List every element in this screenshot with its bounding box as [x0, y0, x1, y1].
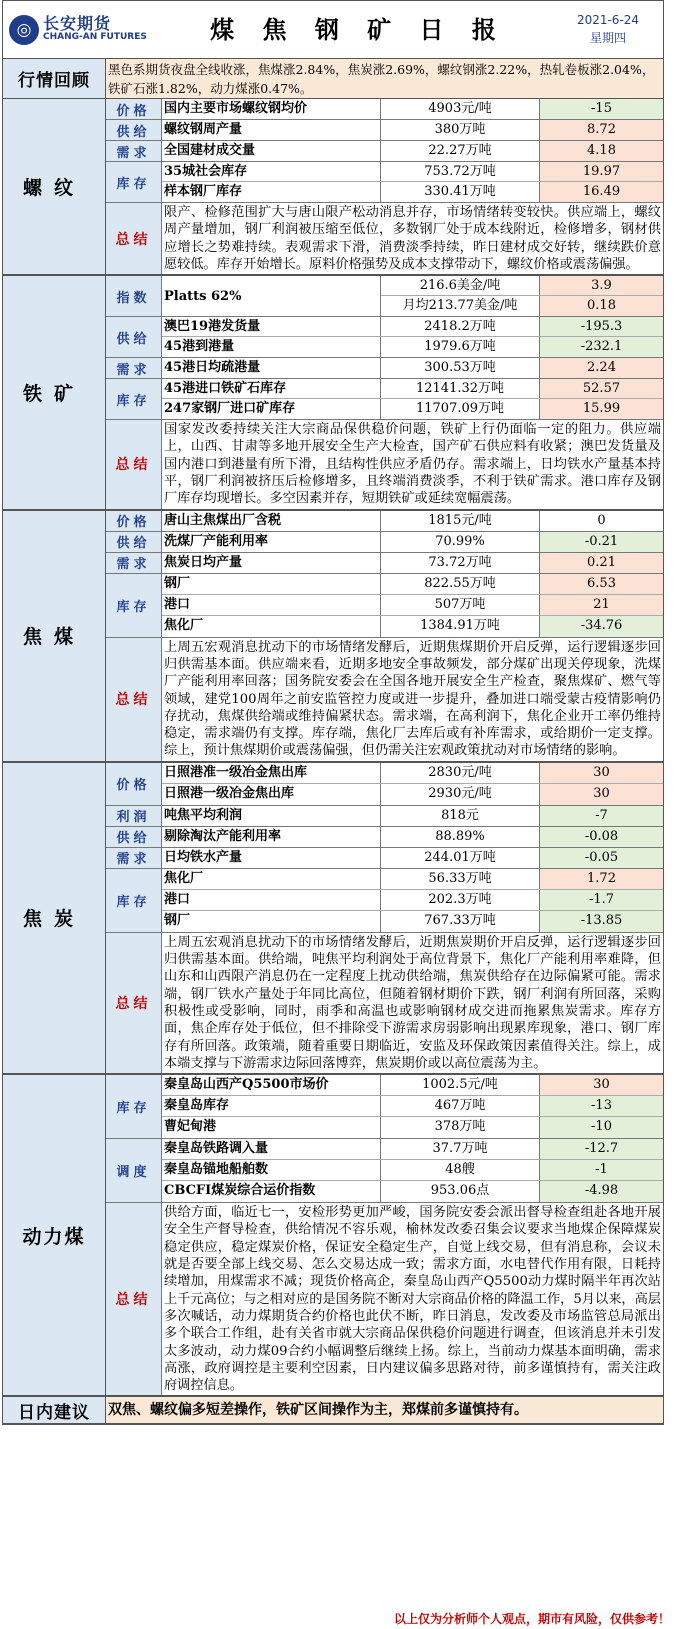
data-row	[162, 1160, 663, 1181]
row-value: 380万吨	[381, 120, 540, 140]
group-supply	[106, 317, 663, 358]
row-change: -10	[540, 1117, 663, 1138]
row-value: 37.7万吨	[381, 1139, 540, 1159]
row-change: 21	[540, 595, 663, 615]
row-name: 全国建材成交量	[162, 141, 381, 161]
group-stock	[106, 379, 663, 420]
row-change: -13.85	[540, 911, 663, 932]
report-date	[553, 1, 663, 58]
row-value: 2418.2万吨	[381, 317, 540, 336]
row-name: CBCFI煤炭综合运价指数	[162, 1181, 381, 1202]
data-row	[162, 532, 663, 552]
row-value: 1002.5元/吨	[381, 1075, 540, 1095]
market-review-text: 黑色系期货夜盘全线收涨，焦煤涨2.84%，焦炭涨2.69%，螺纹钢涨2.22%，热轧卷板涨2.04%，铁矿石涨1.82%，动力煤涨0.47%。	[106, 59, 663, 98]
date-text: 2021-6-24	[576, 13, 640, 27]
group-summary	[106, 933, 663, 1073]
row-name: 247家钢厂进口矿库存	[162, 399, 381, 419]
category-label: 价格	[106, 99, 162, 119]
row-name: 秦皇岛山西产Q5500市场价	[162, 1075, 381, 1095]
row-name: 钢厂	[162, 911, 381, 932]
section-coking-coal	[3, 511, 663, 763]
group-supply	[106, 827, 663, 848]
summary-text: 限产、检修范围扩大与唐山限产松动消息并存，市场情绪转变较快。供应端上，螺纹周产量增加，钢厂利润被压缩至低位，多数钢厂处于成本线附近，检修增多，钢材供应增长之势难持续。表观需求下滑，消费淡季持续，昨日建材成交好转，继续跌价意愿较低。库存开始增长。原料价格强势及成本支撑带动下，螺纹价格或震荡偏强。	[164, 205, 661, 272]
category-label: 供给	[106, 317, 162, 357]
row-change: -4.98	[540, 1181, 663, 1202]
platts-block	[162, 276, 663, 316]
group-summary	[106, 1203, 663, 1395]
row-value: 1979.6万吨	[381, 337, 540, 357]
row-change: -7	[540, 806, 663, 826]
category-label: 指数	[106, 276, 162, 316]
row-change: 30	[540, 1075, 663, 1095]
row-name: 唐山主焦煤出厂含税	[162, 511, 381, 531]
data-row	[162, 1181, 663, 1202]
category-label: 库存	[106, 379, 162, 419]
logo-name-cn: 长安期货	[43, 14, 112, 34]
company-logo	[3, 1, 163, 58]
row-name: 样本钢厂库存	[162, 182, 381, 202]
row-name: 45港日均疏港量	[162, 358, 381, 378]
data-row	[381, 276, 663, 296]
summary-text: 上周五宏观消息扰动下的市场情绪发酵后，近期焦煤期价开启反弹，运行逻辑逐步回归供需基本面。供应端来看，近期多地安全事故频发，部分煤矿出现关停现象，洗煤厂产能利用率回落；国务院安委会在全国各地开展安全生产检查，聚焦煤矿、燃气等领域，建党100周年之前安监管控力度或进一步提升，叠加进口端受蒙古疫情影响仍存扰动，焦煤供给端或维持偏紧状态。需求端，在高利润下，焦化企业开工率仍维持稳定，需求端仍有支撑。库存端，焦化厂去库后或有补库需求，或给期价一定支撑。综上，预计焦煤期价或震荡偏强，但仍需关注宏观政策扰动对市场情绪的影响。	[164, 639, 661, 759]
row-change: 30	[540, 763, 663, 783]
row-change: 6.53	[540, 574, 663, 594]
row-change: -195.3	[540, 317, 663, 336]
daily-report	[2, 0, 664, 1425]
row-value: 818元	[381, 806, 540, 826]
data-row	[162, 317, 663, 337]
section-thermal-coal	[3, 1075, 663, 1397]
group-stock	[106, 574, 663, 638]
row-name: 焦化厂	[162, 869, 381, 889]
category-label-summary: 总结	[106, 933, 162, 1073]
report-header	[3, 1, 663, 59]
row-name: Platts 62%	[162, 276, 381, 316]
data-row	[162, 399, 663, 419]
row-name: 45港到港量	[162, 337, 381, 357]
intraday-advice-text: 双焦、螺纹偏多短差操作，铁矿区间操作为主，郑煤前多谨慎持有。	[106, 1397, 663, 1423]
row-change: -12.7	[540, 1139, 663, 1159]
category-label-summary: 总结	[106, 420, 162, 508]
weekday-text: 星期四	[589, 31, 626, 45]
row-change: 1.72	[540, 869, 663, 889]
group-demand	[106, 553, 663, 574]
row-value: 12141.32万吨	[381, 379, 540, 398]
row-value: 48艘	[381, 1160, 540, 1180]
row-name: 35城社会库存	[162, 162, 381, 181]
summary-text: 国家发改委持续关注大宗商品保供稳价问题，铁矿上行仍面临一定的阻力。供应端上，山西、甘肃等多地开展安全生产大检查，国产矿石供应料有收紧；澳巴发货量及国内港口到港量有所下滑，且结构性供应矛盾仍存。需求端上，日均铁水产量基本持平，钢厂利润被挤压后检修增多，且终端消费淡季，不利于铁矿需求。港口库存及钢厂库存均现增长。多空因素并存，短期铁矿或延续宽幅震荡。	[164, 422, 661, 507]
section-label-coke: 焦炭	[3, 763, 106, 1073]
data-row	[162, 99, 663, 119]
row-change: 0.18	[540, 296, 663, 316]
category-label: 库存	[106, 574, 162, 637]
group-price	[106, 511, 663, 532]
group-index	[106, 276, 663, 317]
row-value: 378万吨	[381, 1117, 540, 1138]
row-value: 953.06点	[381, 1181, 540, 1202]
category-label: 需求	[106, 553, 162, 573]
row-change: 2.24	[540, 358, 663, 378]
row-name: 日照港准一级冶金焦出库	[162, 763, 381, 783]
data-row	[162, 848, 663, 868]
row-change: 0	[540, 511, 663, 531]
group-stock	[106, 1075, 663, 1139]
group-demand	[106, 141, 663, 162]
row-value: 822.55万吨	[381, 574, 540, 594]
row-change: 19.97	[540, 162, 663, 181]
category-label: 库存	[106, 869, 162, 932]
row-value: 753.72万吨	[381, 162, 540, 181]
row-value: 56.33万吨	[381, 869, 540, 889]
row-change: -0.08	[540, 827, 663, 847]
row-name: 剔除淘汰产能利用率	[162, 827, 381, 847]
row-change: 3.9	[540, 276, 663, 295]
row-name: 钢厂	[162, 574, 381, 594]
row-change: 0.21	[540, 553, 663, 573]
data-row	[162, 806, 663, 826]
data-row	[162, 869, 663, 890]
group-price	[106, 99, 663, 120]
data-row	[162, 358, 663, 378]
market-review	[3, 59, 663, 99]
row-name: 日均铁水产量	[162, 848, 381, 868]
category-label: 需求	[106, 358, 162, 378]
group-demand	[106, 848, 663, 869]
category-label: 需求	[106, 848, 162, 868]
data-row	[381, 296, 663, 316]
category-label: 库存	[106, 1075, 162, 1138]
row-name: 45港进口铁矿石库存	[162, 379, 381, 398]
group-supply	[106, 532, 663, 553]
data-row	[162, 1139, 663, 1160]
row-name: 秦皇岛库存	[162, 1096, 381, 1116]
summary-text: 上周五宏观消息扰动下的市场情绪发酵后，近期焦炭期价开启反弹，运行逻辑逐步回归供需基本面。供给端，吨焦平均利润处于高位背景下，焦化厂产能利用率难降，但山东和山西限产消息仍在一定程度上扰动供给端，焦炭供给存在边际偏紧可能。需求端，钢厂铁水产量处于年同比高位，但随着钢材期价下跌，钢厂利润有所回落，采购积极性或受影响，同时，雨季和高温也或影响钢材成交进而拖累焦炭需求。库存方面，焦企库存处于低位，但不排除受下游需求房弱影响出现累库现象，港口、钢厂库存有所回落。政策端，随着重要日期临近，安监及环保政策因素值得关注。综上，成本端支撑与下游需求边际回落博弈，焦炭期价或以高位震荡为主。	[164, 934, 661, 1071]
row-change: -34.76	[540, 616, 663, 637]
data-row	[162, 616, 663, 637]
row-value: 4903元/吨	[381, 99, 540, 119]
row-change: -0.05	[540, 848, 663, 868]
data-row	[162, 1096, 663, 1117]
row-name: 秦皇岛锚地船舶数	[162, 1160, 381, 1180]
row-name: 洗煤厂产能利用率	[162, 532, 381, 552]
group-dispatch	[106, 1139, 663, 1203]
data-row	[162, 162, 663, 182]
intraday-advice-label: 日内建议	[3, 1397, 106, 1423]
category-label: 供给	[106, 532, 162, 552]
category-label-summary: 总结	[106, 203, 162, 274]
section-label-coking-coal: 焦煤	[3, 511, 106, 761]
market-review-label: 行情回顾	[3, 59, 106, 98]
row-name: 螺纹钢周产量	[162, 120, 381, 140]
group-summary	[106, 638, 663, 761]
data-row	[162, 911, 663, 932]
report-title: 煤 焦 钢 矿 日 报	[210, 16, 506, 44]
group-profit	[106, 806, 663, 827]
row-change: 8.72	[540, 120, 663, 140]
row-value: 467万吨	[381, 1096, 540, 1116]
row-change: -1.7	[540, 890, 663, 910]
row-value: 2830元/吨	[381, 763, 540, 783]
data-row	[162, 511, 663, 531]
group-summary	[106, 420, 663, 508]
summary-text: 供给方面，临近七一，安检形势更加严峻，国务院安委会派出督导检查组赴各地开展安全生产督导检查，供给情况不容乐观，榆林发改委召集会议要求当地煤企保障煤炭稳定供应，稳定煤炭价格，保证安全稳定生产，自觉上线交易，但有消息称，会议未就是否要全部上线交易、怎么交易达成一致；需求方面，水电替代作用有限，日耗持续增加，用煤需求不减；现货价格高企，秦皇岛山西产Q5500动力煤时隔半年再次站上千元高位；与之相对应的是国务院不断对大宗商品价格的降温工作，5月以来，高层多次喊话，动力煤期货合约价格也此伏不断，昨日消息，发改委及市场监管总局派出多个联合工作组，赴有关省市就大宗商品保供稳价问题进行调查，但该消息并未引发太多波动，动力煤09合约小幅调整后继续上扬。综上，当前动力煤基本面明确，需求高涨，政府调控是主要利空因素，日内建议偏多思路对待，前多谨慎持有，需关注政府调控信息。	[164, 1205, 661, 1394]
section-iron-ore	[3, 276, 663, 510]
row-value: 70.99%	[381, 532, 540, 552]
row-value: 507万吨	[381, 595, 540, 615]
section-coke	[3, 763, 663, 1075]
row-change: -13	[540, 1096, 663, 1116]
data-row	[162, 182, 663, 202]
row-change: -1	[540, 1160, 663, 1180]
row-change: 16.49	[540, 182, 663, 202]
row-value: 73.72万吨	[381, 553, 540, 573]
row-value: 2930元/吨	[381, 784, 540, 805]
category-label-summary: 总结	[106, 1203, 162, 1395]
category-label: 调度	[106, 1139, 162, 1202]
row-name: 港口	[162, 595, 381, 615]
row-value: 330.41万吨	[381, 182, 540, 202]
row-name: 焦化厂	[162, 616, 381, 637]
category-label: 供给	[106, 120, 162, 140]
category-label-summary: 总结	[106, 638, 162, 761]
row-name: 焦炭日均产量	[162, 553, 381, 573]
row-value: 22.27万吨	[381, 141, 540, 161]
row-name: 国内主要市场螺纹钢均价	[162, 99, 381, 119]
row-value: 244.01万吨	[381, 848, 540, 868]
data-row	[162, 763, 663, 784]
row-change: -0.21	[540, 532, 663, 552]
section-rebar	[3, 99, 663, 276]
group-stock	[106, 162, 663, 203]
row-value: 88.89%	[381, 827, 540, 847]
data-row	[162, 1075, 663, 1096]
data-row	[162, 379, 663, 399]
data-row	[162, 595, 663, 616]
row-name: 日照港一级冶金焦出库	[162, 784, 381, 805]
data-row	[162, 784, 663, 805]
row-change: -232.1	[540, 337, 663, 357]
category-label: 价格	[106, 763, 162, 805]
category-label: 库存	[106, 162, 162, 202]
row-value: 767.33万吨	[381, 911, 540, 932]
data-row	[162, 574, 663, 595]
row-change: 30	[540, 784, 663, 805]
data-row	[162, 141, 663, 161]
row-value: 202.3万吨	[381, 890, 540, 910]
row-name: 曹妃甸港	[162, 1117, 381, 1138]
section-label-iron-ore: 铁矿	[3, 276, 106, 508]
row-change: -15	[540, 99, 663, 119]
row-name: 吨焦平均利润	[162, 806, 381, 826]
data-row	[162, 827, 663, 847]
row-name: 港口	[162, 890, 381, 910]
data-row	[162, 890, 663, 911]
group-demand	[106, 358, 663, 379]
row-name: 澳巴19港发货量	[162, 317, 381, 336]
row-value: 1384.91万吨	[381, 616, 540, 637]
category-label: 价格	[106, 511, 162, 531]
data-row	[162, 553, 663, 573]
row-value: 300.53万吨	[381, 358, 540, 378]
category-label: 供给	[106, 827, 162, 847]
group-supply	[106, 120, 663, 141]
group-summary	[106, 203, 663, 274]
row-value: 216.6美金/吨	[381, 276, 540, 295]
category-label: 利润	[106, 806, 162, 826]
group-price	[106, 763, 663, 806]
row-value: 月均213.77美金/吨	[381, 296, 540, 316]
data-row	[162, 337, 663, 357]
row-change: 4.18	[540, 141, 663, 161]
category-label: 需求	[106, 141, 162, 161]
group-stock	[106, 869, 663, 933]
row-value: 1815元/吨	[381, 511, 540, 531]
data-row	[162, 120, 663, 140]
section-label-rebar: 螺纹	[3, 99, 106, 274]
logo-emblem-icon: ◎	[9, 15, 39, 45]
row-value: 11707.09万吨	[381, 399, 540, 419]
logo-name-en: CHANG-AN FUTURES	[43, 32, 147, 43]
row-change: 52.57	[540, 379, 663, 398]
data-row	[162, 1117, 663, 1138]
intraday-advice	[3, 1397, 663, 1424]
row-name: 秦皇岛铁路调入量	[162, 1139, 381, 1159]
row-change: 15.99	[540, 399, 663, 419]
disclaimer: 以上仅为分析师个人观点，期市有风险，仅供参考！	[393, 1612, 670, 1626]
section-label-thermal-coal: 动力煤	[3, 1075, 106, 1395]
